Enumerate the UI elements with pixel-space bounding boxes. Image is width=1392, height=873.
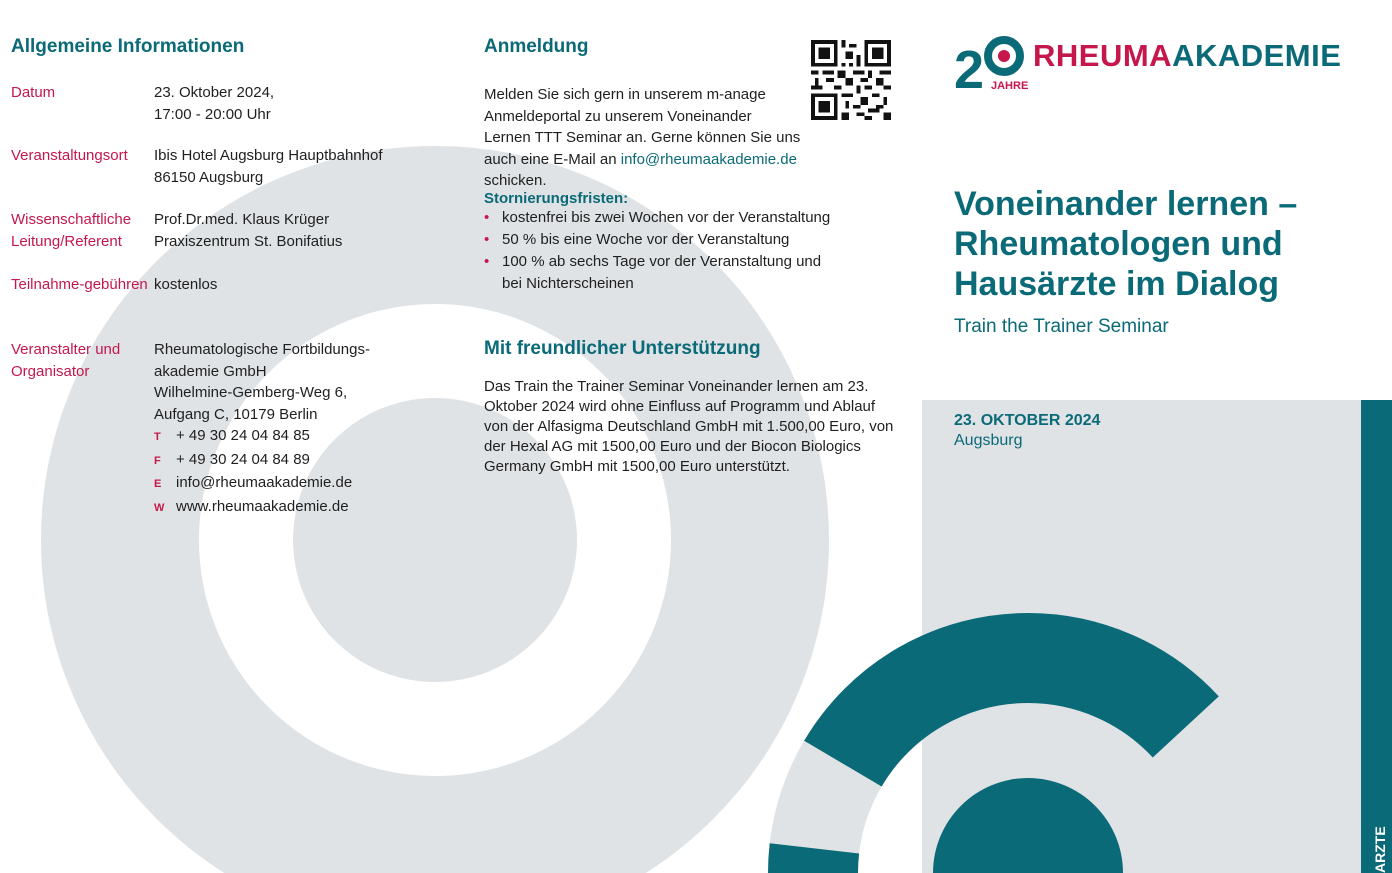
logo-wordmark	[1033, 38, 1341, 74]
value-line: Aufgang C, 10179 Berlin	[154, 405, 318, 423]
cancellation-heading: Stornierungsfristen:	[484, 190, 629, 207]
list-item: • 100 % ab sechs Tage vor der Veranstaltung und bei Nichterscheinen	[484, 251, 822, 295]
value-line: Wilhelmine-Gemberg-Weg 6,	[154, 384, 348, 401]
value-line: Praxiszentrum St. Bonifatius	[154, 232, 343, 250]
contact-key: F	[154, 454, 161, 467]
svg-text:2: 2	[954, 40, 985, 94]
value-line: kostenlos	[154, 276, 218, 293]
fax-number: + 49 30 24 04 84 89	[176, 450, 310, 468]
cancellation-section	[484, 190, 904, 295]
support-section	[484, 338, 894, 477]
info-value	[154, 274, 454, 296]
support-heading: Mit freundlicher Unterstützung	[484, 338, 761, 359]
logo	[954, 36, 1374, 96]
title-line: Voneinander lernen –	[954, 185, 1298, 223]
title-line: Hausärzte im Dialog	[954, 265, 1279, 303]
value-line: 17:00 - 20:00 Uhr	[154, 105, 271, 123]
cover-title	[954, 184, 1374, 304]
contact-phone	[154, 425, 454, 449]
info-label: Datum	[11, 84, 56, 101]
list-item: • kostenfrei bis zwei Wochen vor der Veranstaltung	[484, 207, 904, 229]
registration-text	[484, 84, 802, 192]
registration-email-link[interactable]: info@rheumaakademie.de	[620, 150, 797, 168]
info-label: Veranstalter und Organisator	[11, 341, 121, 380]
cover-subtitle: Train the Trainer Seminar	[954, 316, 1169, 337]
phone-number: + 49 30 24 04 84 85	[176, 427, 310, 444]
info-value	[154, 82, 454, 125]
contact-email	[154, 472, 454, 496]
contact-key: W	[154, 501, 165, 514]
contact-fax	[154, 449, 454, 473]
value-line: Ibis Hotel Augsburg Hauptbahnhof	[154, 147, 383, 164]
contact-key: T	[154, 431, 161, 443]
cancellation-list	[484, 207, 904, 295]
qr-code-icon[interactable]	[811, 40, 891, 120]
registration-heading: Anmeldung	[484, 36, 589, 57]
logo-akademie: AKADEMIE	[1172, 38, 1342, 73]
cover-date: 23. OKTOBER 2024	[954, 412, 1101, 429]
info-label: Veranstaltungsort	[11, 147, 128, 164]
contact-key: E	[154, 478, 162, 490]
info-value	[154, 209, 454, 252]
list-item: • 50 % bis eine Woche vor der Veranstaltung	[484, 229, 904, 251]
registration-text-end: schicken.	[484, 172, 547, 189]
info-label: Wissenschaftliche Leitung/Referent	[11, 211, 132, 250]
contact-web	[154, 496, 454, 520]
logo-rheuma: RHEUMA	[1033, 38, 1173, 73]
registration-text-top	[484, 84, 802, 192]
value-line: 86150 Augsburg	[154, 168, 264, 186]
value-line: Prof.Dr.med. Klaus Krüger	[154, 211, 330, 228]
website-link[interactable]: www.rheumaakademie.de	[176, 497, 349, 515]
vertical-spine-text: ARZTE	[1372, 826, 1388, 873]
info-value	[154, 145, 454, 188]
title-line: Rheumatologen und	[954, 225, 1283, 263]
info-value	[154, 339, 454, 519]
general-info-heading: Allgemeine Informationen	[11, 36, 245, 57]
registration-text-body: Melden Sie sich gern in unserem m-anage Anmeldeportal zu unserem Voneinander Lernen TTT Seminar an. Gerne können Sie uns auch eine E-Mail an	[484, 86, 801, 168]
value-line: akademie GmbH	[154, 362, 267, 380]
email-link[interactable]: info@rheumaakademie.de	[176, 474, 353, 491]
value-line: 23. Oktober 2024,	[154, 84, 275, 101]
cover-city: Augsburg	[954, 432, 1023, 449]
value-line: Rheumatologische Fortbildungs-	[154, 341, 370, 358]
support-text: Das Train the Trainer Seminar Voneinander lernen am 23. Oktober 2024 wird ohne Einfluss auf Programm und Ablauf von der Alfasigma Deutschland GmbH mit 1.500,00 Euro, von der Hexal AG mit 1500,00 Euro und der Biocon Biologics Germany GmbH mit 1500,00 Euro unterstützt.	[484, 378, 894, 475]
general-info-section	[11, 36, 451, 58]
info-table	[11, 82, 451, 522]
info-label: Teilnahme-gebühren	[11, 276, 148, 293]
logo-jahre: JAHRE	[991, 80, 1029, 92]
cover-band	[1361, 400, 1392, 873]
